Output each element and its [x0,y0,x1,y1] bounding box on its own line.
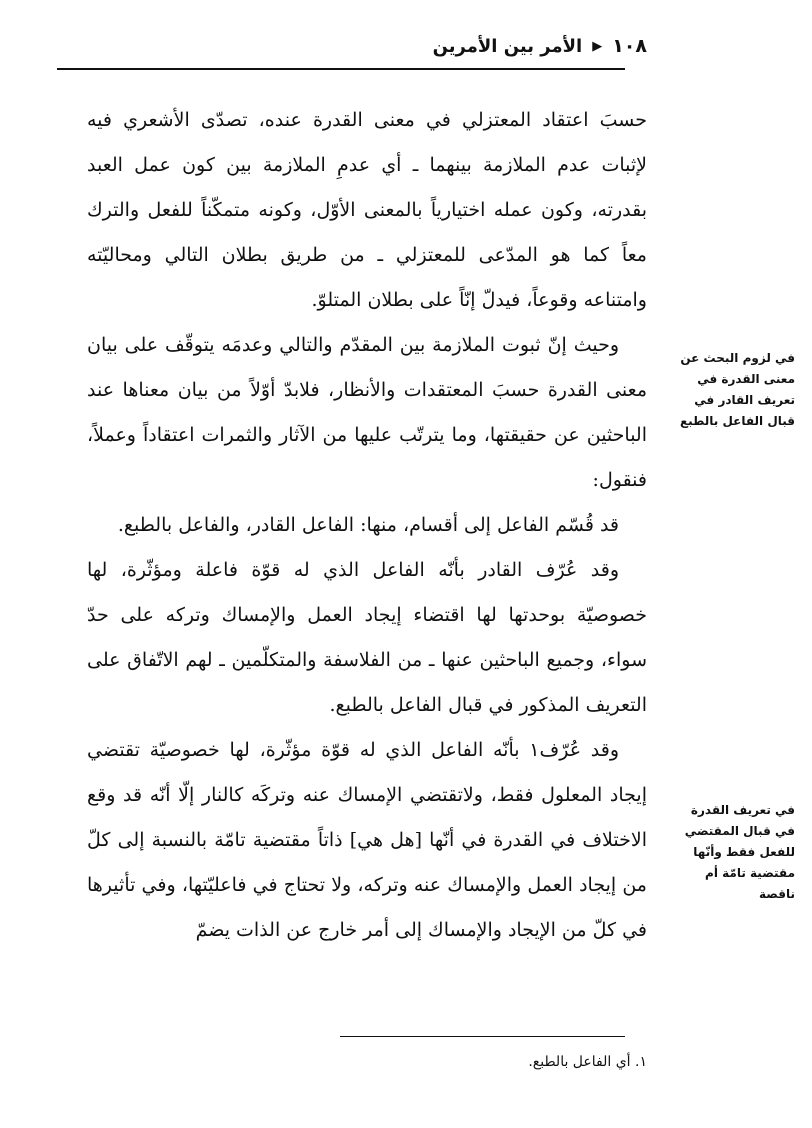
running-title: الأمر بين الأمرين [432,35,583,57]
paragraph: قد قُسّم الفاعل إلى أقسام، منها: الفاعل القادر، والفاعل بالطبع. [117,514,619,536]
footnote: ١. أي الفاعل بالطبع. [528,1054,647,1070]
margin-note: في لزوم البحث عن معنى القدرة في تعريف القادر في قبال الفاعل بالطبع [679,351,795,428]
paragraph: وقد عُرّف القادر بأنّه الفاعل الذي له قوّة فاعلة ومؤثّرة، لها خصوصيّة بوحدتها لها اقتضاء إيجاد العمل والإمساك وتركه على حدّ سواء، وجميع الباحثين عنها ـ من الفلاسفة والمتكلّمين ـ لهم الاتّفاق على التعريف المذكور في قبال الفاعل بالطبع. [87,559,647,716]
paragraph: وحيث إنّ ثبوت الملازمة بين المقدّم والتالي وعدمَه يتوقّف على بيان معنى القدرة حسبَ المعتقدات والأنظار، فلابدّ أوّلاً من بيان معناها عند الباحثين عن حقيقتها، وما يترتّب عليها من الآثار والثمرات اعتقاداً وعملاً، فنقول: [87,334,647,491]
paragraph: حسبَ اعتقاد المعتزلي في معنى القدرة عنده، تصدّى الأشعري فيه لإثبات عدم الملازمة بينهما ـ أي عدمِ الملازمة بين كون عمل العبد بقدرته، وكون عمله اختيارياً بالمعنى الأوّل، وكونه متمكّناً للفعل والترك معاً كما هو المدّعى للمعتزلي ـ من طريق بطلان التالي ومحاليّته وامتناعه وقوعاً، فيدلّ إنّاً على بطلان المتلوّ. [87,109,647,311]
running-header [187,26,647,66]
body-text [87,98,647,953]
footnote-divider [340,1036,625,1037]
triangle-arrow-icon: ▶ [592,38,603,54]
page-number: ١٠٨ [612,35,647,57]
margin-note: في تعريف القدرة في قبال المقتضي للفعل فقط وأنّها مقتضية تامّة أم ناقصة [684,803,795,901]
header-divider [57,68,625,70]
paragraph: وقد عُرّف١ بأنّه الفاعل الذي له قوّة مؤثّرة، لها خصوصيّة تقتضي إيجاد المعلول فقط، ولاتقتضي الإمساك عنه وتركَه كالنار إلّا أنّه قد وقع الاختلاف في القدرة في أنّها [هل هي] ذاتاً مقتضية تامّة بالنسبة إلى كلّ من إيجاد العمل والإمساك عنه وتركه، ولا تحتاج في فاعليّتها، وفي تأثيرها في كلّ من الإيجاد والإمساك إلى أمر خارج عن الذات يضمّ [87,739,647,941]
